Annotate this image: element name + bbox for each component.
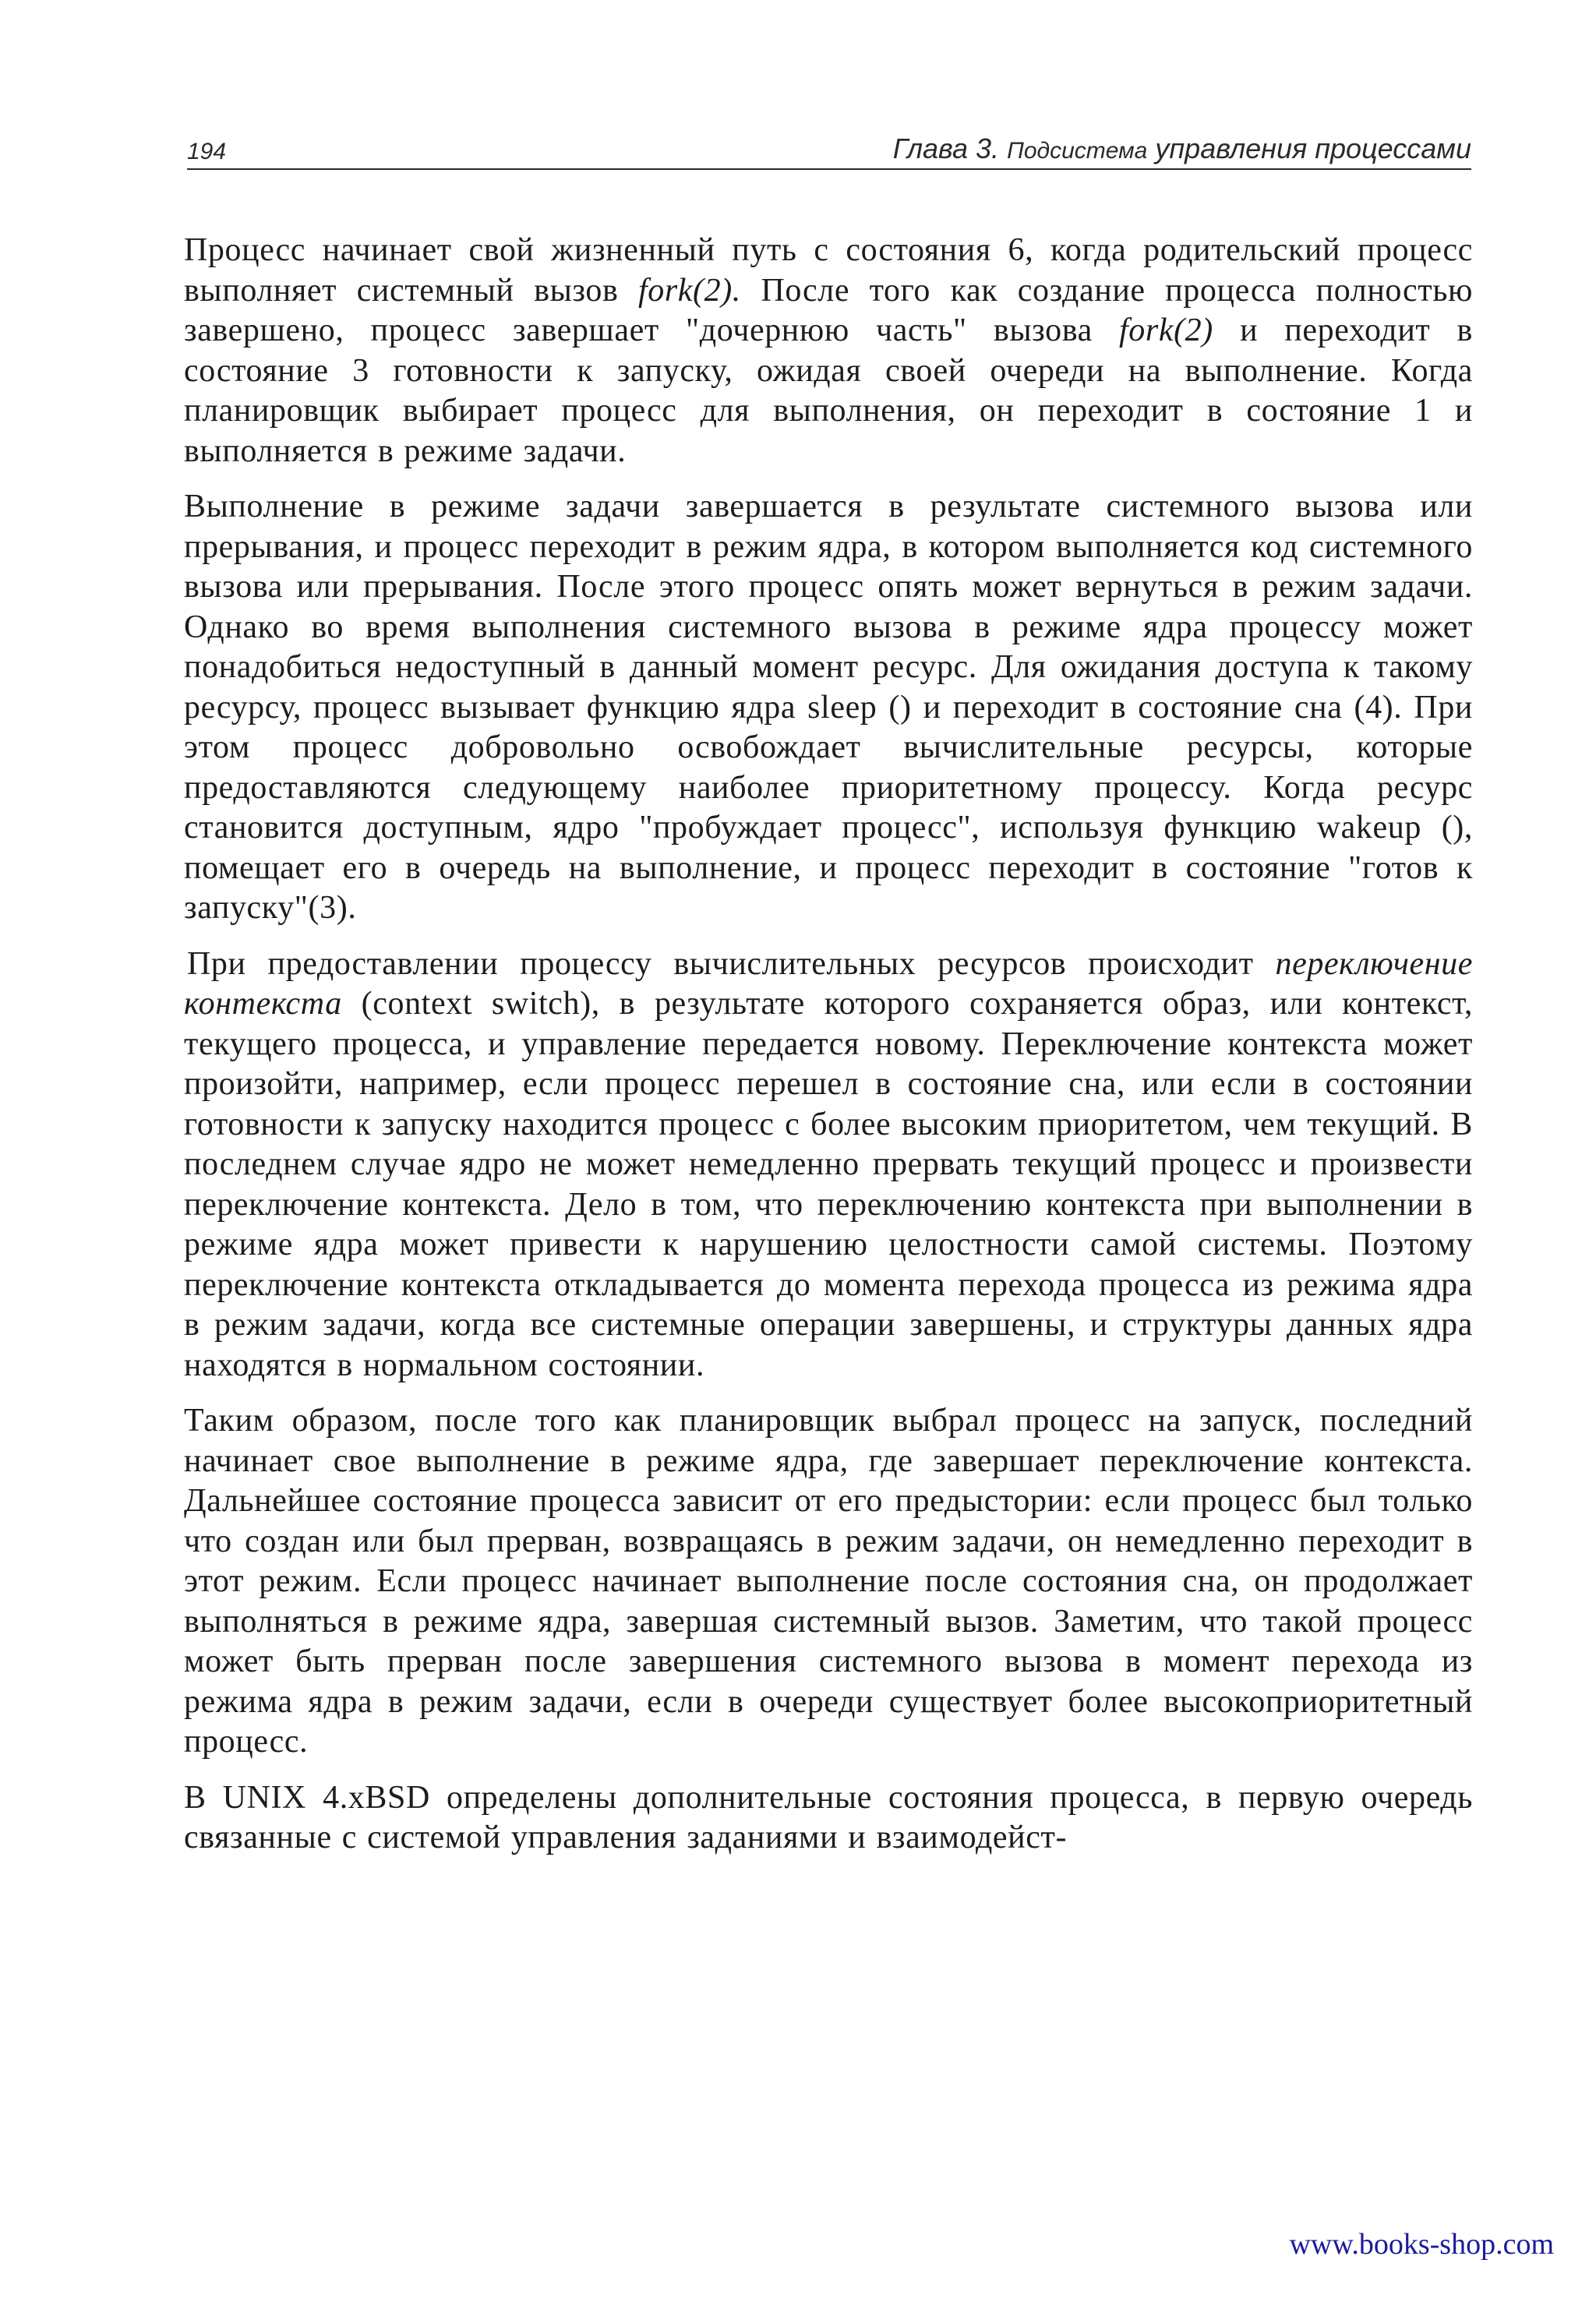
fork-call-ref: fork(2). [637,272,741,309]
paragraph-4 [184,1401,1473,1763]
paragraph-5 [184,1778,1473,1859]
paragraph-2-text-3: , помещает его в очередь на выполнение, и процесс переходит в состояние "готов к запуску"(3). [184,810,1473,926]
paragraph-2-text-1: Выполнение в режиме задачи завершается в результате системного вызова или прерывания, и процесс переходит в режим ядра, в котором выполняется код системного вызова или прерывания. После этого процесс опять может вернуться в режим задачи. Однако во время выполнения системного вызова в режиме ядра процессу может понадобиться недоступный в данный момент ресурс. Для ожидания доступа к такому ресурсу, процесс вызывает функцию ядра [184,489,1473,726]
paragraph-2 [184,487,1473,929]
page-body [184,231,1473,1874]
running-head-chapter: Глава 3. [892,132,1000,164]
paragraph-1-text-3: и переходит в состояние 3 готовности к запуску, ожидая своей очереди на выполнение. Когда планировщик выбирает процесс для выполнения, он переходит в состояние 1 и выполняется в режиме задачи. [184,312,1473,469]
page-number: 194 [187,139,227,164]
paragraph-3 [184,944,1473,1386]
running-head [893,132,1471,165]
context-switch-term: переключение контекста [184,945,1473,1022]
paragraph-5-text: В UNIX 4.xBSD определены дополнительные состояния процесса, в первую очередь связанные с системой управления заданиями и взаимодейст- [184,1779,1473,1855]
paragraph-2-text-2: и переходит в состояние сна (4). При этом процесс добровольно освобождает вычислительные ресурсы, которые предоставляются следующему наиболее приоритетному процессу. Когда ресурс становится доступным, ядро "пробуждает процесс", используя функцию [184,689,1473,846]
wakeup-function-ref: wakeup () [1316,810,1464,846]
paragraph-1 [184,231,1473,471]
paragraph-1-text-2: После того как создание процесса полностью завершено, процесс завершает "дочернюю часть" вызова [184,272,1473,348]
running-head-small: Подсистема [1007,138,1148,164]
paragraph-1-text-1: Процесс начинает свой жизненный путь с состояния 6, когда родительский процесс выполняет системный вызов [184,232,1473,309]
paragraph-3-text-1: При предоставлении процессу вычислительных ресурсов происходит [187,945,1276,982]
fork-call-ref-2: fork(2) [1119,312,1213,348]
paragraph-3-text-2: (context switch), в результате которого сохраняется образ, или контекст, текущего процесса, и управление передается новому. Переключение контекста может произойти, например, если процесс перешел в состояние сна, или если в состоянии готовности к запуску находится процесс с более высоким приоритетом, чем текущий. В последнем случае ядро не может немедленно прервать текущий процесс и произвести переключение контекста. Дело в том, что переключению контекста при выполнении в режиме ядра может привести к нарушению целостности самой системы. Поэтому переключение контекста откладывается до момента перехода процесса из режима ядра в режим задачи, когда все системные операции завершены, и структуры данных ядра находятся в нормальном состоянии. [184,986,1473,1383]
sleep-function-ref: sleep () [807,689,912,726]
footer-url: www.books-shop.com [1289,2228,1554,2261]
paragraph-4-text: Таким образом, после того как планировщик выбрал процесс на запуск, последний начинает свое выполнение в режиме ядра, где завершает переключение контекста. Дальнейшее состояние процесса зависит от его предыстории: если процесс был только что создан или был прерван, возвращаясь в режим задачи, он немедленно переходит в этот режим. Если процесс начинает выполнение после состояния сна, он продолжает выполняться в режиме ядра, завершая системный вызов. Заметим, что такой процесс может быть прерван после завершения системного вызова в момент перехода из режима ядра в режим задачи, если в очереди существует более высокоприоритетный процесс. [184,1403,1473,1760]
running-head-title: управления процессами [1155,132,1471,164]
page-header [187,131,1471,170]
